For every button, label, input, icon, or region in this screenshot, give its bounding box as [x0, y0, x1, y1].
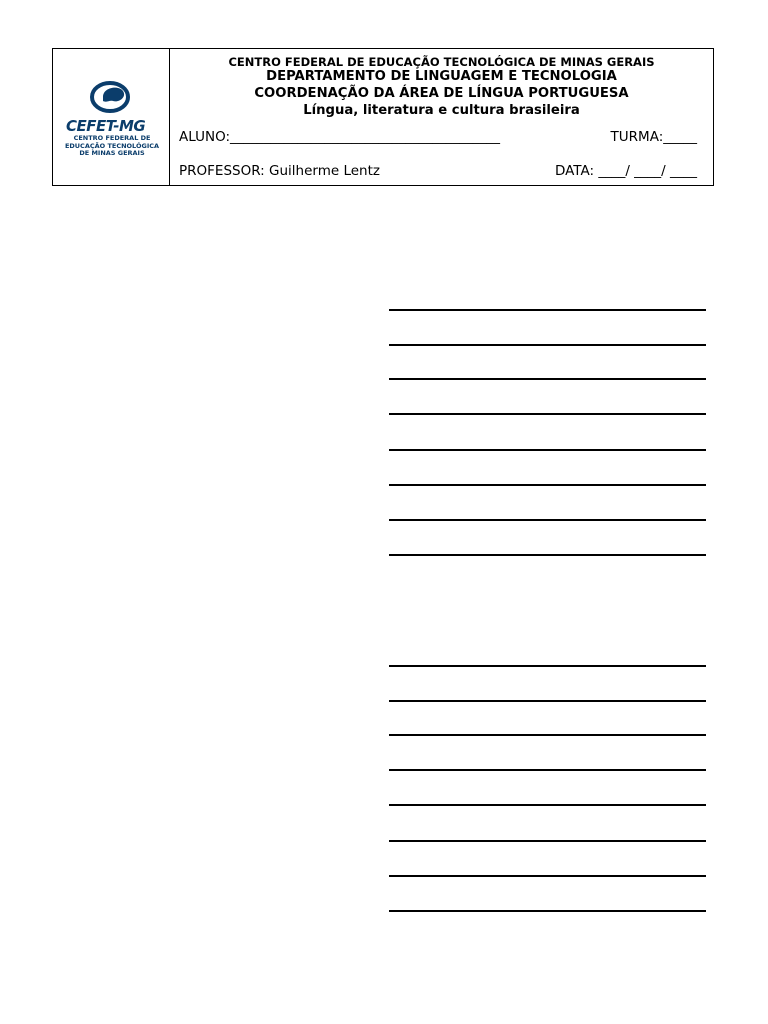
answer-line[interactable]: [389, 734, 706, 736]
logo-subtitle: [63, 135, 161, 158]
professor-row: [179, 163, 697, 179]
header-table: [52, 48, 714, 186]
answer-line[interactable]: [389, 309, 706, 311]
answer-line[interactable]: [389, 519, 706, 521]
date-field[interactable]: DATA: ____/ ____/ ____: [554, 163, 697, 179]
logo-subtitle-line: DE MINAS GERAIS: [79, 149, 145, 157]
answer-line[interactable]: [389, 910, 706, 912]
answer-line[interactable]: [389, 875, 706, 877]
answer-line[interactable]: [389, 665, 706, 667]
department-name: DEPARTAMENTO DE LINGUAGEM E TECNOLOGIA: [266, 69, 617, 84]
aluno-field[interactable]: ALUNO:________________________________________: [179, 129, 501, 145]
cefet-mg-logo-icon: [89, 79, 135, 115]
logo-wordmark: CEFET-MG: [66, 117, 146, 135]
turma-field[interactable]: TURMA:_____: [610, 129, 697, 145]
answer-line[interactable]: [389, 840, 706, 842]
logo-cell: [53, 49, 170, 185]
answer-line[interactable]: [389, 344, 706, 346]
coordination-name: COORDENAÇÃO DA ÁREA DE LÍNGUA PORTUGUESA: [254, 86, 629, 101]
answer-line[interactable]: [389, 378, 706, 380]
student-row: [179, 129, 697, 145]
professor-field: PROFESSOR: Guilherme Lentz: [179, 163, 380, 179]
answer-line[interactable]: [389, 484, 706, 486]
logo-subtitle-line: EDUCAÇÃO TECNOLÓGICA: [64, 141, 160, 150]
answer-line[interactable]: [389, 700, 706, 702]
info-cell: [170, 49, 713, 185]
answer-line[interactable]: [389, 554, 706, 556]
answer-line[interactable]: [389, 804, 706, 806]
logo-subtitle-line: CENTRO FEDERAL DE: [73, 134, 151, 142]
answer-line[interactable]: [389, 413, 706, 415]
subject-name: Língua, literatura e cultura brasileira: [303, 103, 580, 118]
answer-line[interactable]: [389, 769, 706, 771]
institution-name: CENTRO FEDERAL DE EDUCAÇÃO TECNOLÓGICA DE MINAS GERAIS: [228, 55, 655, 69]
answer-line[interactable]: [389, 449, 706, 451]
